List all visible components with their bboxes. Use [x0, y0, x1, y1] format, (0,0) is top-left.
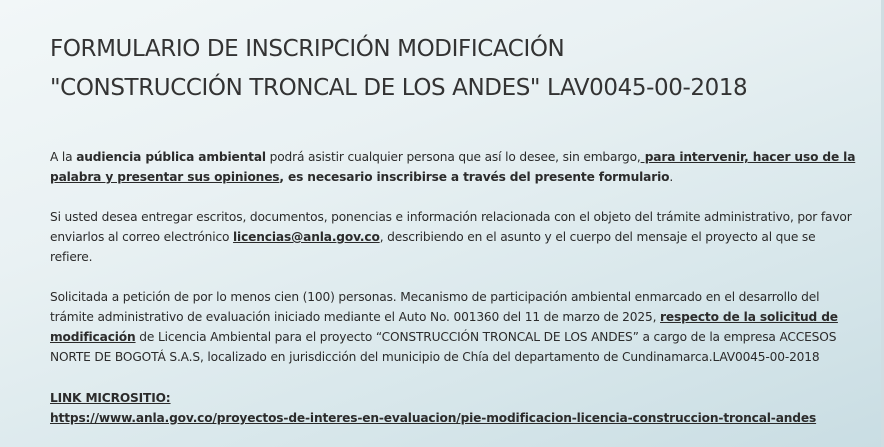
request-text-1: Solicitada a petición de por lo menos cien (100) personas. Mecanismo de participación ambiental enmarcado en el desarrollo del trámite administrativo de evaluación iniciado mediante el Auto No. 001360 del 11 de marzo de 2025, — [50, 290, 820, 324]
microsite-label: LINK MICROSITIO: — [50, 391, 171, 405]
intro-text-2: podrá asistir cualquier persona que así lo desee, sin embargo, — [265, 150, 641, 164]
email-link[interactable]: licencias@anla.gov.co — [233, 230, 380, 244]
title-line-2: "CONSTRUCCIÓN TRONCAL DE LOS ANDES" LAV0045-00-2018 — [50, 75, 748, 101]
intro-text-3: . — [669, 170, 674, 184]
request-paragraph — [50, 287, 860, 367]
intro-text-1: A la — [50, 150, 77, 164]
form-intro — [50, 30, 860, 425]
intro-bold-inscribirse: , es necesario inscribirse a través del presente formulario — [279, 170, 670, 184]
microsite-url-link[interactable]: https://www.anla.gov.co/proyectos-de-interes-en-evaluacion/pie-modificacion-licencia-construccion-troncal-andes — [50, 411, 817, 425]
page-title — [50, 30, 860, 108]
documents-text-1: Si usted desea entregar escritos, documentos, ponencias e información relacionada con el objeto del trámite administrativo, por favor enviarlos al correo electrónico — [50, 210, 852, 244]
documents-paragraph — [50, 207, 860, 267]
intro-bold-audiencia: audiencia pública ambiental — [76, 150, 266, 164]
intro-paragraph — [50, 147, 860, 187]
microsite-link-block — [50, 388, 816, 428]
request-text-2: de Licencia Ambiental para el proyecto “CONSTRUCCIÓN TRONCAL DE LOS ANDES” a cargo de la empresa ACCESOS NORTE DE BOGOTÁ S.A.S, localizado en jurisdicción del municipio de Chía del departamento de Cundinamarca.LAV0045-00-2018 — [50, 330, 837, 364]
documents-text-2: , describiendo en el asunto y el cuerpo del mensaje el proyecto al que se refiere. — [50, 230, 816, 264]
intro-underlined-intervenir: para intervenir, hacer uso de la palabra y presentar sus opiniones — [50, 150, 856, 184]
request-underlined-solicitud: respecto de la solicitud de modificación — [50, 310, 838, 344]
title-line-1: FORMULARIO DE INSCRIPCIÓN MODIFICACIÓN — [50, 36, 565, 62]
